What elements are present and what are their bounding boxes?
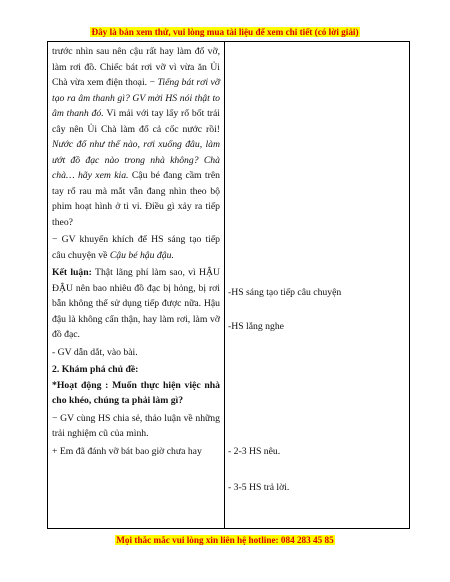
preview-banner: Đây là bản xem thử, vui lòng mua tài liệu để xem chi tiết (có lời giải) [91,27,359,37]
hs-continue-story: -HS sáng tạo tiếp câu chuyện [228,287,342,298]
gv-share: − GV cùng HS chia sẻ, thảo luận về những trải nghiệm cũ của mình. [52,412,220,439]
hotline-banner: Mọi thắc mắc vui lòng xin liên hệ hotline: 084 283 45 85 [116,535,334,545]
conclusion: Kết luận: Thật lãng phí làm sao, vì HẬU ĐẬU nên bao nhiêu đồ đạc bị hỏng, bị rơi bẫn không thể sử dụng tiếp được nữa. Hậu đậu là không cẩn thận, hay làm rơi, làm vỡ đồ đạc. [52,267,220,340]
lesson-table [47,41,410,529]
gv-continue-story: − GV khuyến khích để HS sáng tạo tiếp câu chuyện về Cậu bé hậu đậu. [52,234,220,261]
hs-2-3-answer: - 2-3 HS nêu. [228,446,281,457]
column-divider [224,42,225,528]
teacher-activities-column [52,44,220,459]
section-heading: 2. Khám phá chủ đề: [52,364,139,375]
activity-title: *Hoạt động : Muốn thực hiện việc nhà cho khéo, chúng ta phải làm gì? [52,379,220,406]
hs-listen: -HS lắng nghe [228,321,284,332]
question-text: + Em đã đánh vỡ bát bao giờ chưa hay [52,445,202,457]
gv-lead-in: - GV dẫn dắt, vào bài. [52,346,138,358]
story-paragraph: trước nhìn sau nên cậu rất hay làm đổ vỡ, làm rơi đồ. Chiếc bát rơi vỡ vì vừa ăn Ủi Chà vừa xem điện thoại. − Tiếng bát rơi vỡ tạo ra âm thanh gì? GV mời HS nói thật to âm thanh đó. Vì mải với tay lấy rổ bốt trái cây nên Ủi Chà làm đổ cả cốc nước rồi! Nước đổ như thế nào, rơi xuống đâu, làm ướt đồ đạc nào trong nhà không? Chà chà… hãy xem kia. Cậu bé đang cầm trên tay rổ rau mà mắt vẫn đang nhìn theo bộ phim hoạt hình ở ti vi. Điều gì xảy ra tiếp theo? [52,46,220,228]
hs-3-5-answer: - 3-5 HS trả lời. [228,482,290,493]
